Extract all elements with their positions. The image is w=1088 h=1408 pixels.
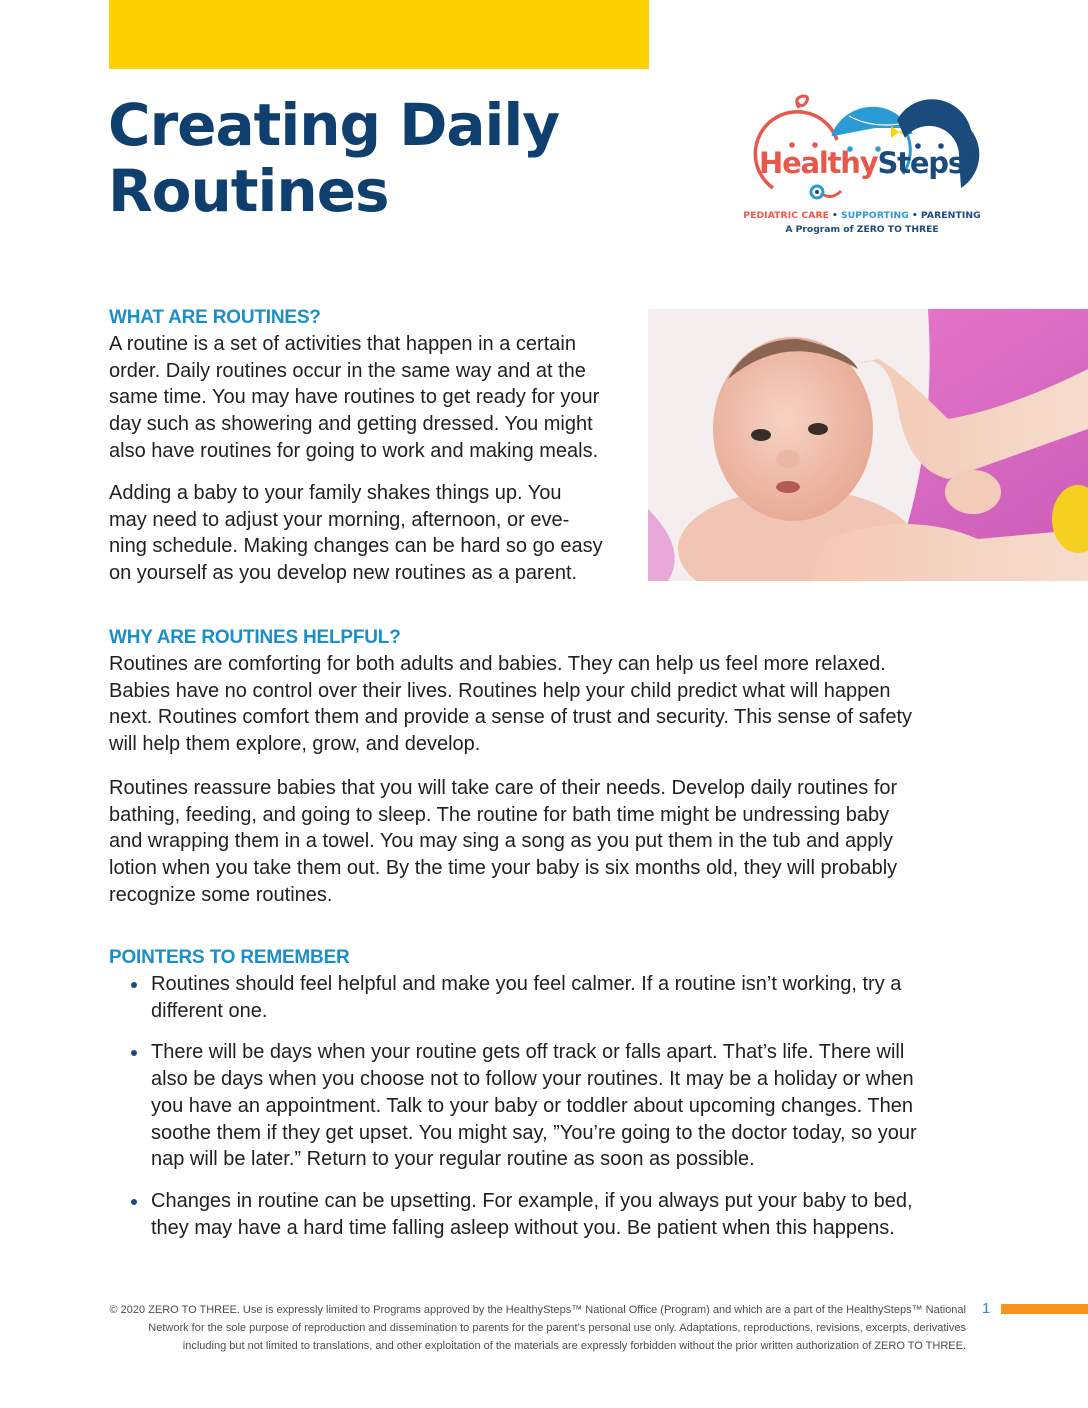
- text-line: There will be days when your routine gets off track or falls apart. That’s life. There will: [151, 1041, 905, 1064]
- tagline-supporting: SUPPORTING: [840, 210, 909, 221]
- text-line: next. Routines comfort them and provide a sense of trust and security. This sense of safety: [109, 706, 912, 729]
- text-line: day such as showering and getting dressed. You might: [109, 413, 593, 436]
- text-line: order. Daily routines occur in the same way and at the: [109, 359, 586, 382]
- tagline-parenting: PARENTING: [920, 210, 981, 221]
- pointers-list: [109, 971, 917, 1241]
- paragraph-what-1: [109, 331, 599, 465]
- paragraph-what-2: [109, 480, 603, 587]
- tagline-separator: •: [911, 210, 918, 221]
- logo-word-healthy: Healthy: [759, 146, 878, 180]
- text-line: and wrapping them in a towel. You may sing a song as you put them in the tub and apply: [109, 830, 893, 853]
- list-item: [109, 1188, 917, 1241]
- text-line: nap will be later.” Return to your regular routine as soon as possible.: [151, 1148, 755, 1171]
- text-line: ning schedule. Making changes can be hard so go easy: [109, 535, 603, 558]
- text-line: Adding a baby to your family shakes things up. You: [109, 482, 562, 504]
- healthysteps-logo: [735, 78, 995, 240]
- logo-word-steps: Steps: [877, 146, 964, 180]
- text-line: Routines should feel helpful and make you feel calmer. If a routine isn’t working, try a: [151, 973, 902, 995]
- list-item: [109, 1039, 917, 1173]
- text-line: different one.: [151, 999, 268, 1022]
- text-line: soothe them if they get upset. You might say, ”You’re going to the doctor today, so your: [151, 1121, 917, 1144]
- bullet-icon: [131, 1050, 137, 1056]
- bullet-icon: [131, 1199, 137, 1205]
- text-line: Changes in routine can be upsetting. For example, if you always put your baby to bed,: [151, 1189, 913, 1212]
- text-line: may need to adjust your morning, afternoon, or eve-: [109, 508, 570, 531]
- copyright-footer: [100, 1301, 966, 1355]
- tagline-pediatric-care: PEDIATRIC CARE: [743, 210, 829, 221]
- footer-line: © 2020 ZERO TO THREE. Use is expressly limited to Programs approved by the HealthySteps™ National Office (Program) and which are a part of the HealthySteps™ National: [109, 1304, 966, 1316]
- logo-subtitle: A Program of ZERO TO THREE: [785, 224, 939, 235]
- text-line: Babies have no control over their lives. Routines help your child predict what will happen: [109, 679, 891, 702]
- text-line: on yourself as you develop new routines as a parent.: [109, 562, 578, 585]
- text-line: also have routines for going to work and making meals.: [109, 439, 599, 462]
- baby-bath-photo: [648, 309, 1088, 581]
- page-number: 1: [982, 1300, 991, 1317]
- section-heading-pointers: POINTERS TO REMEMBER: [109, 947, 350, 968]
- text-line: same time. You may have routines to get ready for your: [109, 386, 600, 409]
- text-line: A routine is a set of activities that happen in a certain: [109, 333, 576, 355]
- baby-bath-photo-icon: [648, 309, 1088, 581]
- footer-line: Network for the sole purpose of reproduction and dissemination to parents for the parent’s personal use only. Adaptations, reproductions, revisions, excerpts, derivatives: [148, 1322, 966, 1334]
- text-line: bathing, feeding, and going to sleep. The routine for bath time might be undressing baby: [109, 803, 890, 826]
- page-title-line: Routines: [108, 157, 389, 225]
- text-line: they may have a hard time falling asleep without you. Be patient when this happens.: [151, 1216, 895, 1239]
- page-title: [108, 92, 559, 224]
- footer-line: including but not limited to translations, and other exploitation of the materials are expressly forbidden without the prior written authorization of ZERO TO THREE.: [182, 1340, 966, 1352]
- logo-tagline: [735, 210, 989, 221]
- text-line: Routines are comforting for both adults and babies. They can help us feel more relaxed.: [109, 653, 886, 675]
- section-heading-what: WHAT ARE ROUTINES?: [109, 307, 321, 328]
- tagline-separator: •: [832, 210, 838, 221]
- paragraph-why-2: [109, 775, 897, 909]
- registered-mark: ®: [964, 152, 973, 162]
- header-accent-bar: [109, 0, 649, 69]
- logo-wordmark: [759, 146, 973, 180]
- text-line: recognize some routines.: [109, 883, 333, 906]
- text-line: Routines reassure babies that you will take care of their needs. Develop daily routines for: [109, 777, 898, 799]
- paragraph-why-1: [109, 651, 912, 758]
- footer-accent-bar: [1001, 1304, 1088, 1314]
- bullet-icon: [131, 982, 137, 988]
- text-line: will help them explore, grow, and develop.: [109, 733, 481, 756]
- text-line: lotion when you take them out. By the time your baby is six months old, they will probably: [109, 857, 898, 880]
- text-line: you have an appointment. Talk to your baby or toddler about upcoming changes. Then: [151, 1094, 913, 1117]
- section-heading-why: WHY ARE ROUTINES HELPFUL?: [109, 627, 401, 648]
- text-line: also be days when you choose not to follow your routines. It may be a holiday or when: [151, 1068, 914, 1091]
- page-title-line: Creating Daily: [108, 91, 560, 159]
- list-item: [109, 971, 917, 1024]
